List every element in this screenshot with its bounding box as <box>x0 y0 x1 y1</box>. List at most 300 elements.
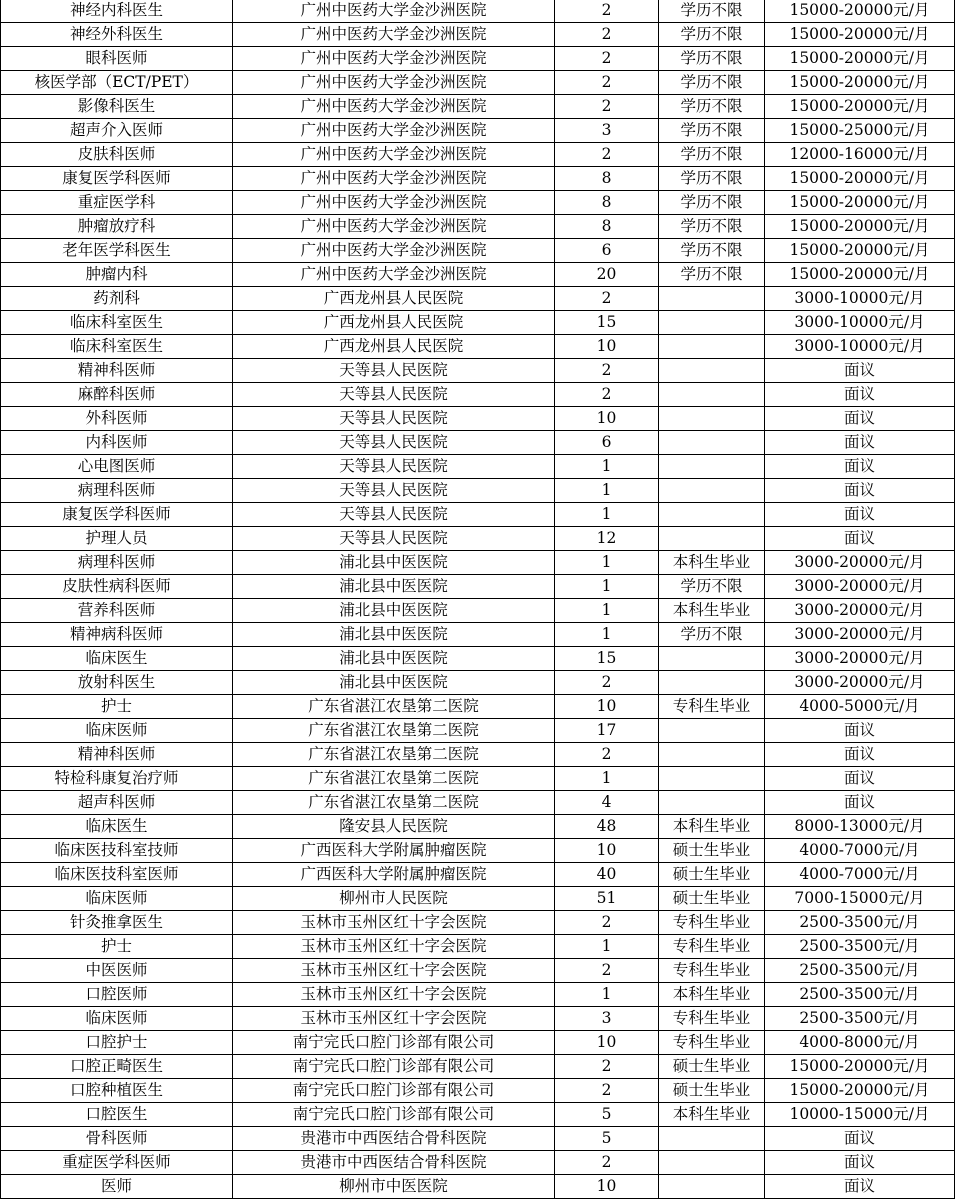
position-cell: 康复医学科医师 <box>1 503 233 527</box>
education-cell <box>659 527 765 551</box>
employer-cell: 广东省湛江农垦第二医院 <box>233 743 555 767</box>
salary-cell: 15000-20000元/月 <box>765 71 955 95</box>
employer-cell: 广东省湛江农垦第二医院 <box>233 719 555 743</box>
salary-cell: 4000-5000元/月 <box>765 695 955 719</box>
salary-cell: 2500-3500元/月 <box>765 983 955 1007</box>
headcount-cell: 1 <box>555 503 659 527</box>
employer-cell: 广州中医药大学金沙洲医院 <box>233 167 555 191</box>
education-cell: 本科生毕业 <box>659 815 765 839</box>
education-cell: 学历不限 <box>659 215 765 239</box>
education-cell: 专科生毕业 <box>659 911 765 935</box>
employer-cell: 广州中医药大学金沙洲医院 <box>233 23 555 47</box>
headcount-cell: 1 <box>555 983 659 1007</box>
employer-cell: 浦北县中医医院 <box>233 575 555 599</box>
table-row <box>1 935 955 959</box>
position-cell: 皮肤性病科医师 <box>1 575 233 599</box>
education-cell: 专科生毕业 <box>659 1007 765 1031</box>
position-cell: 内科医师 <box>1 431 233 455</box>
salary-cell: 4000-8000元/月 <box>765 1031 955 1055</box>
salary-cell: 面议 <box>765 455 955 479</box>
employer-cell: 天等县人民医院 <box>233 503 555 527</box>
salary-cell: 3000-10000元/月 <box>765 311 955 335</box>
headcount-cell: 10 <box>555 335 659 359</box>
employer-cell: 广西龙州县人民医院 <box>233 311 555 335</box>
table-row <box>1 1103 955 1127</box>
headcount-cell: 2 <box>555 1079 659 1103</box>
salary-cell: 2500-3500元/月 <box>765 959 955 983</box>
salary-cell: 2500-3500元/月 <box>765 911 955 935</box>
employer-cell: 天等县人民医院 <box>233 479 555 503</box>
employer-cell: 广州中医药大学金沙洲医院 <box>233 119 555 143</box>
employer-cell: 广州中医药大学金沙洲医院 <box>233 95 555 119</box>
headcount-cell: 2 <box>555 911 659 935</box>
employer-cell: 广西龙州县人民医院 <box>233 335 555 359</box>
position-cell: 护理人员 <box>1 527 233 551</box>
employer-cell: 南宁完氏口腔门诊部有限公司 <box>233 1031 555 1055</box>
headcount-cell: 10 <box>555 695 659 719</box>
table-row <box>1 359 955 383</box>
education-cell <box>659 455 765 479</box>
education-cell: 学历不限 <box>659 71 765 95</box>
position-cell: 口腔种植医生 <box>1 1079 233 1103</box>
education-cell: 学历不限 <box>659 623 765 647</box>
education-cell <box>659 1151 765 1175</box>
salary-cell: 面议 <box>765 527 955 551</box>
education-cell <box>659 671 765 695</box>
education-cell: 学历不限 <box>659 0 765 23</box>
education-cell <box>659 719 765 743</box>
position-cell: 康复医学科医师 <box>1 167 233 191</box>
headcount-cell: 3 <box>555 119 659 143</box>
position-cell: 特检科康复治疗师 <box>1 767 233 791</box>
position-cell: 临床科室医生 <box>1 335 233 359</box>
salary-cell: 8000-13000元/月 <box>765 815 955 839</box>
headcount-cell: 6 <box>555 431 659 455</box>
table-row <box>1 311 955 335</box>
position-cell: 药剂科 <box>1 287 233 311</box>
education-cell: 专科生毕业 <box>659 935 765 959</box>
position-cell: 外科医师 <box>1 407 233 431</box>
headcount-cell: 2 <box>555 1055 659 1079</box>
table-row <box>1 287 955 311</box>
salary-cell: 15000-20000元/月 <box>765 1055 955 1079</box>
salary-cell: 面议 <box>765 1151 955 1175</box>
education-cell <box>659 1127 765 1151</box>
position-cell: 护士 <box>1 935 233 959</box>
education-cell: 专科生毕业 <box>659 1031 765 1055</box>
education-cell <box>659 335 765 359</box>
salary-cell: 3000-20000元/月 <box>765 623 955 647</box>
education-cell: 学历不限 <box>659 95 765 119</box>
table-row <box>1 1151 955 1175</box>
headcount-cell: 2 <box>555 287 659 311</box>
table-row <box>1 143 955 167</box>
position-cell: 病理科医师 <box>1 479 233 503</box>
position-cell: 口腔医师 <box>1 983 233 1007</box>
salary-cell: 面议 <box>765 743 955 767</box>
position-cell: 临床医师 <box>1 887 233 911</box>
headcount-cell: 20 <box>555 263 659 287</box>
employer-cell: 广州中医药大学金沙洲医院 <box>233 71 555 95</box>
table-row <box>1 647 955 671</box>
position-cell: 老年医学科医生 <box>1 239 233 263</box>
table-row <box>1 527 955 551</box>
position-cell: 神经内科医生 <box>1 0 233 23</box>
position-cell: 影像科医生 <box>1 95 233 119</box>
headcount-cell: 2 <box>555 71 659 95</box>
education-cell <box>659 1175 765 1199</box>
employer-cell: 贵港市中西医结合骨科医院 <box>233 1151 555 1175</box>
education-cell: 本科生毕业 <box>659 599 765 623</box>
headcount-cell: 2 <box>555 1151 659 1175</box>
salary-cell: 10000-15000元/月 <box>765 1103 955 1127</box>
position-cell: 重症医学科医师 <box>1 1151 233 1175</box>
headcount-cell: 2 <box>555 743 659 767</box>
table-row <box>1 551 955 575</box>
employer-cell: 天等县人民医院 <box>233 431 555 455</box>
employer-cell: 广东省湛江农垦第二医院 <box>233 791 555 815</box>
table-row <box>1 791 955 815</box>
employer-cell: 南宁完氏口腔门诊部有限公司 <box>233 1055 555 1079</box>
table-row <box>1 503 955 527</box>
employer-cell: 天等县人民医院 <box>233 383 555 407</box>
headcount-cell: 1 <box>555 455 659 479</box>
position-cell: 精神科医师 <box>1 359 233 383</box>
employer-cell: 广州中医药大学金沙洲医院 <box>233 47 555 71</box>
employer-cell: 广州中医药大学金沙洲医院 <box>233 263 555 287</box>
salary-cell: 面议 <box>765 767 955 791</box>
education-cell <box>659 407 765 431</box>
table-row <box>1 431 955 455</box>
headcount-cell: 8 <box>555 191 659 215</box>
employer-cell: 天等县人民医院 <box>233 455 555 479</box>
table-row <box>1 911 955 935</box>
table-row <box>1 671 955 695</box>
employer-cell: 柳州市人民医院 <box>233 887 555 911</box>
employer-cell: 浦北县中医医院 <box>233 551 555 575</box>
table-row <box>1 767 955 791</box>
education-cell: 硕士生毕业 <box>659 839 765 863</box>
salary-cell: 15000-20000元/月 <box>765 263 955 287</box>
employer-cell: 天等县人民医院 <box>233 407 555 431</box>
headcount-cell: 15 <box>555 311 659 335</box>
position-cell: 临床科室医生 <box>1 311 233 335</box>
headcount-cell: 2 <box>555 23 659 47</box>
education-cell: 本科生毕业 <box>659 1103 765 1127</box>
salary-cell: 3000-20000元/月 <box>765 599 955 623</box>
education-cell: 学历不限 <box>659 119 765 143</box>
table-row <box>1 0 955 23</box>
headcount-cell: 51 <box>555 887 659 911</box>
salary-cell: 面议 <box>765 719 955 743</box>
job-listing-rows <box>1 0 955 1199</box>
table-row <box>1 983 955 1007</box>
position-cell: 麻醉科医师 <box>1 383 233 407</box>
employer-cell: 玉林市玉州区红十字会医院 <box>233 911 555 935</box>
position-cell: 营养科医师 <box>1 599 233 623</box>
education-cell: 专科生毕业 <box>659 959 765 983</box>
salary-cell: 面议 <box>765 431 955 455</box>
position-cell: 口腔护士 <box>1 1031 233 1055</box>
headcount-cell: 48 <box>555 815 659 839</box>
education-cell <box>659 791 765 815</box>
headcount-cell: 2 <box>555 143 659 167</box>
employer-cell: 隆安县人民医院 <box>233 815 555 839</box>
position-cell: 肿瘤内科 <box>1 263 233 287</box>
education-cell <box>659 359 765 383</box>
salary-cell: 15000-20000元/月 <box>765 47 955 71</box>
position-cell: 临床医师 <box>1 1007 233 1031</box>
table-row <box>1 1079 955 1103</box>
table-row <box>1 71 955 95</box>
education-cell: 学历不限 <box>659 575 765 599</box>
employer-cell: 浦北县中医医院 <box>233 671 555 695</box>
position-cell: 口腔医生 <box>1 1103 233 1127</box>
headcount-cell: 2 <box>555 0 659 23</box>
education-cell <box>659 479 765 503</box>
education-cell <box>659 431 765 455</box>
employer-cell: 广东省湛江农垦第二医院 <box>233 695 555 719</box>
table-row <box>1 719 955 743</box>
education-cell <box>659 383 765 407</box>
headcount-cell: 2 <box>555 959 659 983</box>
employer-cell: 天等县人民医院 <box>233 359 555 383</box>
headcount-cell: 4 <box>555 791 659 815</box>
headcount-cell: 1 <box>555 623 659 647</box>
education-cell: 学历不限 <box>659 239 765 263</box>
headcount-cell: 3 <box>555 1007 659 1031</box>
headcount-cell: 6 <box>555 239 659 263</box>
position-cell: 肿瘤放疗科 <box>1 215 233 239</box>
headcount-cell: 10 <box>555 839 659 863</box>
salary-cell: 面议 <box>765 407 955 431</box>
position-cell: 放射科医生 <box>1 671 233 695</box>
headcount-cell: 17 <box>555 719 659 743</box>
employer-cell: 天等县人民医院 <box>233 527 555 551</box>
position-cell: 临床医师 <box>1 719 233 743</box>
education-cell: 学历不限 <box>659 263 765 287</box>
salary-cell: 面议 <box>765 1175 955 1199</box>
table-row <box>1 95 955 119</box>
employer-cell: 玉林市玉州区红十字会医院 <box>233 1007 555 1031</box>
employer-cell: 广西医科大学附属肿瘤医院 <box>233 863 555 887</box>
headcount-cell: 2 <box>555 383 659 407</box>
table-row <box>1 1127 955 1151</box>
employer-cell: 玉林市玉州区红十字会医院 <box>233 959 555 983</box>
table-row <box>1 479 955 503</box>
employer-cell: 浦北县中医医院 <box>233 623 555 647</box>
table-row <box>1 383 955 407</box>
table-row <box>1 191 955 215</box>
table-row <box>1 1175 955 1199</box>
table-row <box>1 959 955 983</box>
salary-cell: 15000-20000元/月 <box>765 239 955 263</box>
education-cell <box>659 767 765 791</box>
salary-cell: 面议 <box>765 791 955 815</box>
headcount-cell: 15 <box>555 647 659 671</box>
salary-cell: 3000-10000元/月 <box>765 335 955 359</box>
education-cell: 硕士生毕业 <box>659 887 765 911</box>
table-row <box>1 887 955 911</box>
education-cell: 硕士生毕业 <box>659 1055 765 1079</box>
employer-cell: 玉林市玉州区红十字会医院 <box>233 935 555 959</box>
headcount-cell: 12 <box>555 527 659 551</box>
position-cell: 重症医学科 <box>1 191 233 215</box>
position-cell: 精神科医师 <box>1 743 233 767</box>
headcount-cell: 10 <box>555 1175 659 1199</box>
headcount-cell: 10 <box>555 407 659 431</box>
salary-cell: 12000-16000元/月 <box>765 143 955 167</box>
table-row <box>1 695 955 719</box>
education-cell: 本科生毕业 <box>659 983 765 1007</box>
employer-cell: 广州中医药大学金沙洲医院 <box>233 239 555 263</box>
position-cell: 中医医师 <box>1 959 233 983</box>
employer-cell: 南宁完氏口腔门诊部有限公司 <box>233 1103 555 1127</box>
employer-cell: 南宁完氏口腔门诊部有限公司 <box>233 1079 555 1103</box>
salary-cell: 2500-3500元/月 <box>765 1007 955 1031</box>
position-cell: 核医学部（ECT/PET） <box>1 71 233 95</box>
headcount-cell: 2 <box>555 95 659 119</box>
position-cell: 超声介入医师 <box>1 119 233 143</box>
headcount-cell: 8 <box>555 167 659 191</box>
employer-cell: 广州中医药大学金沙洲医院 <box>233 215 555 239</box>
position-cell: 超声科医师 <box>1 791 233 815</box>
employer-cell: 玉林市玉州区红十字会医院 <box>233 983 555 1007</box>
table-row <box>1 455 955 479</box>
education-cell <box>659 287 765 311</box>
education-cell <box>659 503 765 527</box>
salary-cell: 15000-20000元/月 <box>765 215 955 239</box>
headcount-cell: 1 <box>555 575 659 599</box>
salary-cell: 4000-7000元/月 <box>765 839 955 863</box>
table-row <box>1 623 955 647</box>
headcount-cell: 2 <box>555 47 659 71</box>
salary-cell: 7000-15000元/月 <box>765 887 955 911</box>
salary-cell: 3000-20000元/月 <box>765 551 955 575</box>
position-cell: 口腔正畸医生 <box>1 1055 233 1079</box>
table-row <box>1 119 955 143</box>
employer-cell: 广州中医药大学金沙洲医院 <box>233 143 555 167</box>
table-row <box>1 575 955 599</box>
headcount-cell: 2 <box>555 671 659 695</box>
headcount-cell: 1 <box>555 767 659 791</box>
salary-cell: 面议 <box>765 383 955 407</box>
education-cell: 学历不限 <box>659 143 765 167</box>
headcount-cell: 2 <box>555 359 659 383</box>
position-cell: 护士 <box>1 695 233 719</box>
headcount-cell: 5 <box>555 1103 659 1127</box>
education-cell: 学历不限 <box>659 191 765 215</box>
employer-cell: 广西龙州县人民医院 <box>233 287 555 311</box>
education-cell: 学历不限 <box>659 47 765 71</box>
education-cell: 学历不限 <box>659 23 765 47</box>
salary-cell: 2500-3500元/月 <box>765 935 955 959</box>
salary-cell: 面议 <box>765 1127 955 1151</box>
position-cell: 精神病科医师 <box>1 623 233 647</box>
salary-cell: 面议 <box>765 359 955 383</box>
position-cell: 眼科医师 <box>1 47 233 71</box>
headcount-cell: 1 <box>555 599 659 623</box>
headcount-cell: 5 <box>555 1127 659 1151</box>
table-row <box>1 599 955 623</box>
education-cell: 硕士生毕业 <box>659 863 765 887</box>
table-row <box>1 1007 955 1031</box>
education-cell <box>659 647 765 671</box>
table-row <box>1 839 955 863</box>
education-cell <box>659 743 765 767</box>
table-row <box>1 47 955 71</box>
table-row <box>1 215 955 239</box>
table-row <box>1 815 955 839</box>
headcount-cell: 10 <box>555 1031 659 1055</box>
employer-cell: 广东省湛江农垦第二医院 <box>233 767 555 791</box>
salary-cell: 15000-20000元/月 <box>765 0 955 23</box>
position-cell: 医师 <box>1 1175 233 1199</box>
headcount-cell: 1 <box>555 479 659 503</box>
headcount-cell: 1 <box>555 551 659 575</box>
salary-cell: 15000-25000元/月 <box>765 119 955 143</box>
table-row <box>1 239 955 263</box>
headcount-cell: 1 <box>555 935 659 959</box>
employer-cell: 贵港市中西医结合骨科医院 <box>233 1127 555 1151</box>
salary-cell: 面议 <box>765 479 955 503</box>
position-cell: 临床医技科室医师 <box>1 863 233 887</box>
position-cell: 针灸推拿医生 <box>1 911 233 935</box>
employer-cell: 柳州市中医医院 <box>233 1175 555 1199</box>
table-row <box>1 1055 955 1079</box>
salary-cell: 3000-20000元/月 <box>765 575 955 599</box>
education-cell: 硕士生毕业 <box>659 1079 765 1103</box>
employer-cell: 浦北县中医医院 <box>233 599 555 623</box>
salary-cell: 3000-20000元/月 <box>765 671 955 695</box>
headcount-cell: 40 <box>555 863 659 887</box>
table-row <box>1 335 955 359</box>
salary-cell: 4000-7000元/月 <box>765 863 955 887</box>
education-cell: 本科生毕业 <box>659 551 765 575</box>
position-cell: 临床医生 <box>1 647 233 671</box>
salary-cell: 3000-10000元/月 <box>765 287 955 311</box>
table-row <box>1 863 955 887</box>
education-cell: 专科生毕业 <box>659 695 765 719</box>
table-row <box>1 407 955 431</box>
table-row <box>1 743 955 767</box>
salary-cell: 15000-20000元/月 <box>765 95 955 119</box>
salary-cell: 3000-20000元/月 <box>765 647 955 671</box>
employer-cell: 广西医科大学附属肿瘤医院 <box>233 839 555 863</box>
position-cell: 骨科医师 <box>1 1127 233 1151</box>
salary-cell: 15000-20000元/月 <box>765 191 955 215</box>
employer-cell: 广州中医药大学金沙洲医院 <box>233 0 555 23</box>
salary-cell: 15000-20000元/月 <box>765 1079 955 1103</box>
position-cell: 临床医生 <box>1 815 233 839</box>
salary-cell: 15000-20000元/月 <box>765 167 955 191</box>
table-row <box>1 1031 955 1055</box>
position-cell: 病理科医师 <box>1 551 233 575</box>
table-row <box>1 167 955 191</box>
employer-cell: 广州中医药大学金沙洲医院 <box>233 191 555 215</box>
employer-cell: 浦北县中医医院 <box>233 647 555 671</box>
education-cell <box>659 311 765 335</box>
headcount-cell: 8 <box>555 215 659 239</box>
education-cell: 学历不限 <box>659 167 765 191</box>
table-row <box>1 23 955 47</box>
table-row <box>1 263 955 287</box>
position-cell: 神经外科医生 <box>1 23 233 47</box>
position-cell: 临床医技科室技师 <box>1 839 233 863</box>
salary-cell: 面议 <box>765 503 955 527</box>
position-cell: 皮肤科医师 <box>1 143 233 167</box>
salary-cell: 15000-20000元/月 <box>765 23 955 47</box>
